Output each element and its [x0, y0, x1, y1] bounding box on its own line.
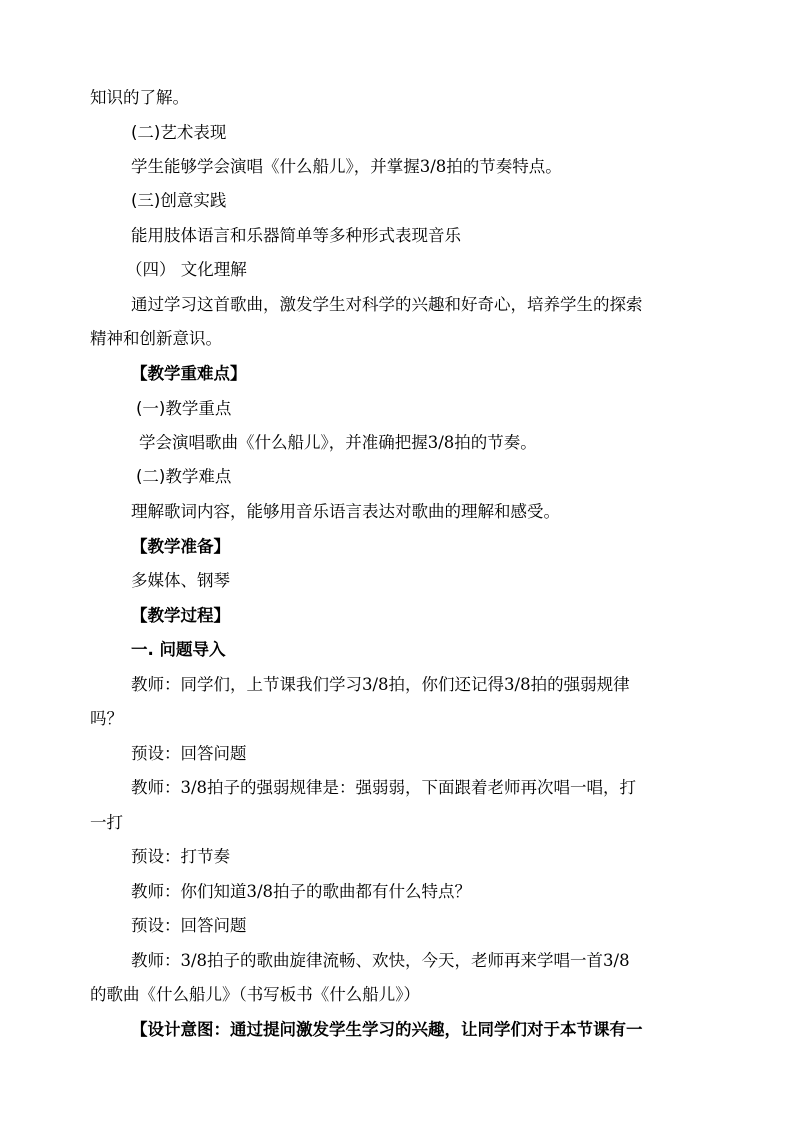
section-heading-introduction: 一. 问题导入 [131, 640, 226, 659]
section-heading-teaching-focus: (一)教学重点 [136, 399, 232, 418]
paragraph-line: 预设：打节奏 [131, 847, 230, 866]
paragraph-line: 精神和创新意识。 [90, 329, 222, 348]
section-heading-art-expression: (二)艺术表现 [131, 123, 227, 142]
design-intent-line: 【设计意图：通过提问激发学生学习的兴趣，让同学们对于本节课有一 [131, 1020, 643, 1039]
section-heading-key-points: 【教学重难点】 [131, 364, 247, 383]
paragraph-line: 的歌曲《什么船儿》（书写板书《什么船儿》） [90, 985, 420, 1004]
paragraph-line: 教师：3/8拍子的强弱规律是：强弱弱，下面跟着老师再次唱一唱，打 [131, 778, 637, 797]
paragraph-line: 吗？ [90, 709, 123, 728]
section-heading-teaching-difficulty: (二)教学难点 [136, 467, 232, 486]
paragraph-line: 通过学习这首歌曲，激发学生对科学的兴趣和好奇心，培养学生的探索 [131, 295, 643, 314]
paragraph-line: 多媒体、钢琴 [131, 571, 230, 590]
paragraph-line: 教师：同学们，上节课我们学习3/8拍，你们还记得3/8拍的强弱规律 [131, 675, 630, 694]
paragraph-line: 预设：回答问题 [131, 916, 247, 935]
paragraph-line: 预设：回答问题 [131, 744, 247, 763]
paragraph-line: 教师：3/8拍子的歌曲旋律流畅、欢快，今天，老师再来学唱一首3/8 [131, 951, 630, 970]
paragraph-line: 一打 [90, 813, 123, 832]
section-heading-creative-practice: (三)创意实践 [131, 191, 227, 210]
paragraph-line: 能用肢体语言和乐器简单等多种形式表现音乐 [131, 226, 461, 245]
paragraph-line: 学会演唱歌曲《什么船儿》，并准确把握3/8拍的节奏。 [139, 433, 537, 452]
section-heading-preparation: 【教学准备】 [131, 537, 230, 556]
paragraph-line: 学生能够学会演唱《什么船儿》，并掌握3/8拍的节奏特点。 [131, 157, 562, 176]
paragraph-line: 教师：你们知道3/8拍子的歌曲都有什么特点？ [131, 882, 472, 901]
paragraph-line: 理解歌词内容，能够用音乐语言表达对歌曲的理解和感受。 [131, 502, 560, 521]
section-heading-cultural-understanding: （四） 文化理解 [126, 260, 247, 279]
section-heading-process: 【教学过程】 [131, 606, 230, 625]
paragraph-line: 知识的了解。 [90, 88, 189, 107]
